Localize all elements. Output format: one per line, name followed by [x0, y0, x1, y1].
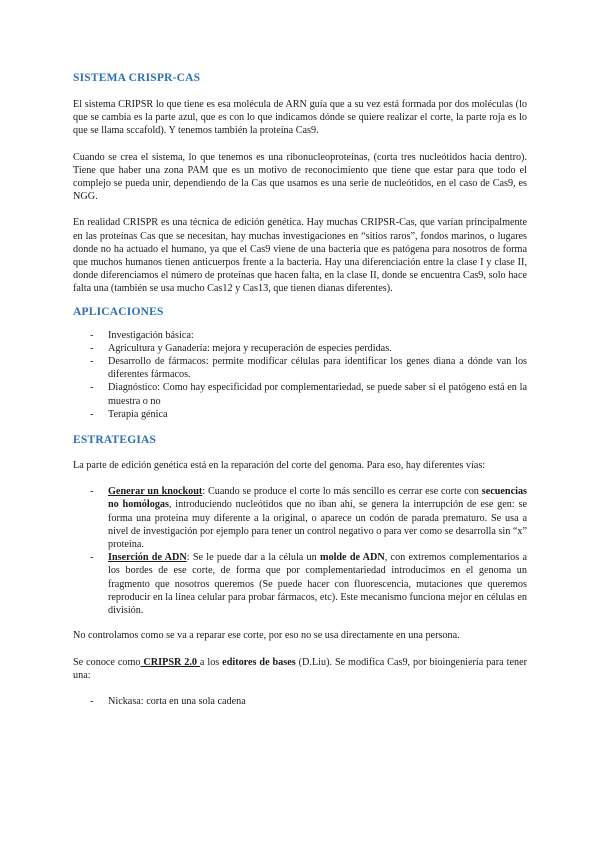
list-aplicaciones: [73, 329, 527, 421]
list-nickasa: [73, 695, 527, 708]
list-item: - Investigación básica:: [90, 329, 194, 341]
list-dash: -: [90, 408, 94, 420]
paragraph-no-controlamos: No controlamos como se va a reparar ese corte, por eso no se usa directamente en una persona.: [73, 630, 460, 642]
list-dash: -: [90, 356, 94, 368]
list-dash: -: [90, 329, 94, 341]
term-cripsr-2: CRIPSR 2.0: [140, 656, 200, 668]
term-insercion: Inserción de ADN: [108, 552, 187, 564]
heading-estrategias: ESTRATEGIAS: [73, 434, 157, 447]
list-estrategias: [73, 485, 527, 617]
list-dash: -: [90, 342, 94, 354]
paragraph-reparacion: La parte de edición genética está en la reparación del corte del genoma. Para eso, hay diferentes vías:: [73, 460, 486, 472]
list-item: - Agricultura y Ganadería: mejora y recuperación de especies perdidas.: [90, 342, 392, 354]
list-item: - Desarrollo de fármacos: permite modificar células para identificar los genes diana a dónde van los diferentes fármacos.: [90, 356, 527, 381]
paragraph-cripsr-2: Se conoce como CRIPSR 2.0 a los editores de bases (D.Liu). Se modifica Cas9, por bioingeniería para tener una:: [73, 656, 527, 681]
list-item: - Nickasa: corta en una sola cadena: [90, 695, 246, 707]
list-item-insercion: - Inserción de ADN: Se le puede dar a la célula un molde de ADN, con extremos complementarios a los bordes de ese corte, de forma que por complementariedad introducimos en el genoma un fragmento que nosotros queremos (Se puede hacer con fluorescencia, mutaciones que queremos reproducir en la línea celular para probar fármacos, etc). Este mecanismo funciona mejor en células en división.: [90, 552, 528, 617]
heading-aplicaciones: APLICACIONES: [73, 305, 164, 318]
list-item: - Diagnóstico: Como hay especificidad por complementariedad, se puede saber si el patógeno está en la muestra o no: [90, 382, 527, 407]
list-dash: -: [90, 695, 94, 707]
list-dash: -: [90, 552, 94, 564]
list-item: - Terapia génica: [90, 408, 168, 420]
list-dash: -: [90, 382, 94, 394]
heading-sistema-crispr: SISTEMA CRISPR-CAS: [73, 72, 201, 84]
list-dash: -: [90, 486, 94, 498]
paragraph-tecnica-edicion: En realidad CRISPR es una técnica de edición genética. Hay muchas CRIPSR-Cas, que varían principalmente en las proteínas Cas que se necesitan, hay muchas investigaciones en “sitios raros”, fondos marinos, o lugares donde no ha actuado el humano, ya que el Cas9 viene de una bacteria que es patógena para nosotros de forma que muchos humanos tienen anticuerpos frente a la bacteria. Hay una diferenciación entre la clase I y clase II, donde diferenciamos el número de proteínas que hacen falta, en la clase II, donde se encuentra Cas9, solo hace falta una (también se usa mucho Cas12 y Cas13, que tienen dianas diferentes).: [73, 217, 527, 295]
paragraph-cripsr-sistema: El sistema CRIPSR lo que tiene es esa molécula de ARN guía que a su vez está formada por dos moléculas (lo que se cambia es la parte azul, que es con lo que indicamos dónde se quiere realizar el corte, la parte roja es lo que se llama sccafold). Y tenemos también la proteína Cas9.: [73, 99, 527, 137]
list-item-knockout: - Generar un knockout: Cuando se produce el corte lo más sencillo es cerrar ese corte con secuencias no homólogas, introduciendo nucleótidos que no iban ahí, se genera la interrupción de ese gen: se forma una proteína muy diferente a la original, o aparece un codón de parada prematuro. Se usa a nivel de investigación por ejemplo para tener un control negativo o para ver como se desarrolla sin “x” proteína.: [90, 486, 528, 551]
paragraph-ribonucleoproteina: Cuando se crea el sistema, lo que tenemos es una ribonucleoproteínas, (corta tres nucleótidos hacia dentro). Tiene que haber una zona PAM que es un motivo de reconocimiento que tiene que estar para que todo el complejo se pueda unir, dependiendo de la Cas que usamos es una serie de nucleótidos, en el caso de Cas9, es NGG.: [73, 151, 527, 203]
term-knockout: Generar un knockout: [108, 486, 203, 498]
